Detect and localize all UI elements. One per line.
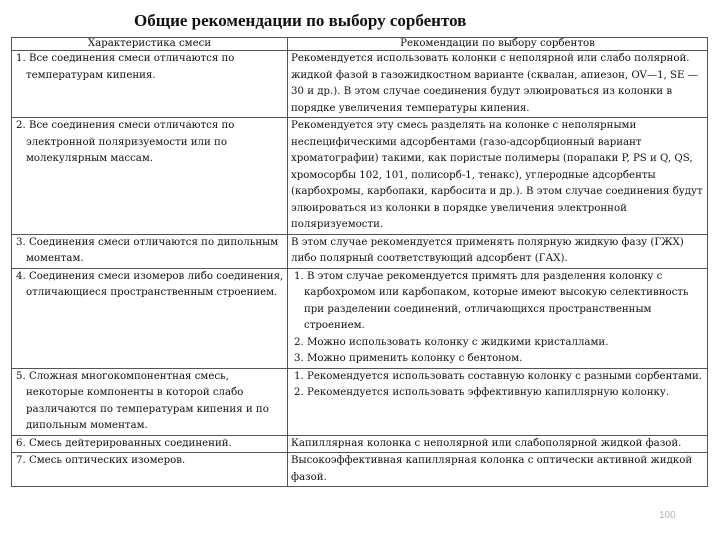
table-row bbox=[12, 368, 708, 435]
recommendation-cell: Рекомендуется эту смесь разделять на колонке с неполярными неспецифическими адсорбентами (газо-адсорбционный вариант хроматографии) такими, как пористые полимеры (порапаки P, PS и Q, QS, хромосорбы 102, 101, полисорб-1, тенакс), углеродные адсорбенты (карбохромы, карбопаки, карбосита и др.). В этом случае соединения будут элюироваться из колонки в порядке увеличения электронной поляризуемости. bbox=[288, 118, 708, 235]
column-header-characteristic: Характеристика смеси bbox=[12, 38, 288, 51]
characteristic-cell: 1. Все соединения смеси отличаются по температурам кипения. bbox=[12, 51, 288, 118]
recommendation-item: 2. Можно использовать колонку с жидкими кристаллами. bbox=[294, 336, 609, 348]
page-title: Общие рекомендации по выбору сорбентов bbox=[134, 11, 467, 30]
recommendation-cell: Высокоэффективная капиллярная колонка с оптически активной жидкой фазой. bbox=[288, 453, 708, 487]
recommendation-cell bbox=[288, 268, 708, 368]
characteristic-cell: 3. Соединения смеси отличаются по дипольным моментам. bbox=[12, 234, 288, 268]
table-row bbox=[12, 234, 708, 268]
column-header-recommendation: Рекомендации по выбору сорбентов bbox=[288, 38, 708, 51]
table-header-row bbox=[12, 38, 708, 51]
recommendation-item: 1. Рекомендуется использовать составную колонку с разными сорбентами. bbox=[294, 370, 703, 382]
page-number: 100 bbox=[659, 510, 676, 521]
characteristic-cell: 7. Смесь оптических изомеров. bbox=[12, 453, 288, 487]
characteristic-cell: 2. Все соединения смеси отличаются по электронной поляризуемости или по молекулярным массам. bbox=[12, 118, 288, 235]
recommendation-item: 2. Рекомендуется использовать эффективную капиллярную колонку. bbox=[294, 387, 670, 398]
table-row bbox=[12, 51, 708, 118]
recommendation-cell: Рекомендуется использовать колонки с неполярной или слабо полярной. жидкой фазой в газожидкостном варианте (сквалан, апиезон, OV—1, SE —30 и др.). В этом случае соединения будут элюироваться из колонки в порядке увеличения температуры кипения. bbox=[288, 51, 708, 118]
characteristic-cell: 4. Соединения смеси изомеров либо соединения, отличающиеся пространственным строением. bbox=[12, 268, 288, 368]
sorbent-recommendations-table bbox=[11, 37, 708, 487]
recommendation-cell: Капиллярная колонка с неполярной или слабополярной жидкой фазой. bbox=[288, 435, 708, 453]
table-row bbox=[12, 268, 708, 368]
recommendation-item: 1. В этом случае рекомендуется примять для разделения колонку с карбохромом или карбопаком, которые имеют высокую селективность при разделении соединений, отличающихся пространственным строением. bbox=[294, 270, 689, 331]
recommendation-item: 3. Можно применить колонку с бентоном. bbox=[294, 353, 523, 364]
table-row bbox=[12, 453, 708, 487]
recommendation-cell: В этом случае рекомендуется применять полярную жидкую фазу (ГЖХ) либо полярный соответствующий адсорбент (ГАХ). bbox=[288, 234, 708, 268]
table-row bbox=[12, 435, 708, 453]
table-row bbox=[12, 118, 708, 235]
characteristic-cell: 6. Смесь дейтерированных соединений. bbox=[12, 435, 288, 453]
characteristic-cell: 5. Сложная многокомпонентная смесь, некоторые компоненты в которой слабо различаются по температурам кипения и по дипольным моментам. bbox=[12, 368, 288, 435]
recommendation-cell bbox=[288, 368, 708, 435]
